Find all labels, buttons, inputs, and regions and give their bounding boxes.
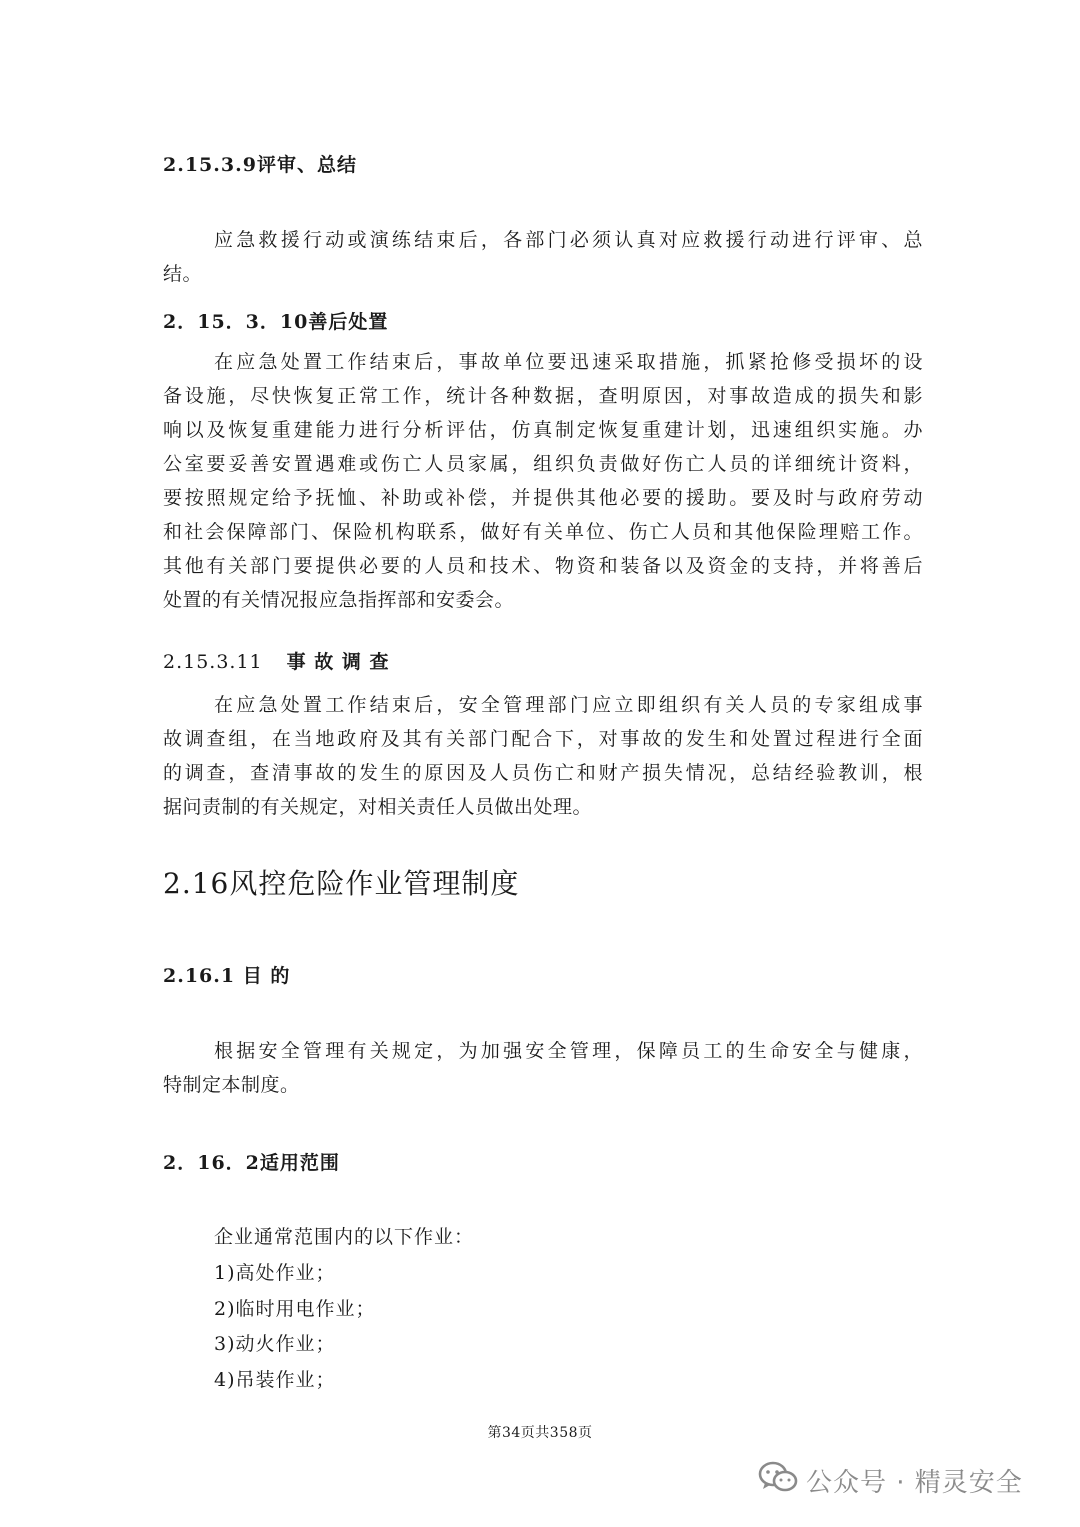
text-line: 根据安全管理有关规定，为加强安全管理，保障员工的生命安全与健康，	[214, 1040, 923, 1062]
paragraph-2-15-3-9	[163, 223, 923, 291]
text-line: 公室要妥善安置遇难或伤亡人员家属，组织负责做好伤亡人员的详细统计资料，	[163, 453, 923, 475]
section-title: 事 故 调 查	[286, 651, 390, 673]
text-line: 据问责制的有关规定，对相关责任人员做出处理。	[163, 796, 593, 818]
wechat-icon	[758, 1461, 798, 1499]
text-line: 备设施，尽快恢复正常工作，统计各种数据，查明原因，对事故造成的损失和影	[163, 385, 923, 407]
page-footer: 第34页共358页	[487, 1425, 593, 1441]
text-line: 应急救援行动或演练结束后，各部门必须认真对应救援行动进行评审、总	[214, 229, 923, 251]
section-heading-2-15-3-9: 2.15.3.9评审、总结	[163, 154, 357, 176]
list-item: 3)动火作业；	[214, 1333, 336, 1355]
watermark	[758, 1458, 1023, 1502]
text-line: 特制定本制度。	[163, 1074, 300, 1096]
text-line: 响以及恢复重建能力进行分析评估，仿真制定恢复重建计划，迅速组织实施。办	[163, 419, 923, 441]
text-line: 在应急处置工作结束后，事故单位要迅速采取措施，抓紧抢修受损坏的设	[214, 351, 923, 373]
text-line: 和社会保障部门、保险机构联系，做好有关单位、伤亡人员和其他保险理赔工作。	[163, 521, 923, 543]
section-heading-2-15-3-10: 2．15．3．10善后处置	[163, 311, 389, 333]
section-heading-2-15-3-11	[163, 647, 390, 674]
paragraph-2-16-1	[163, 1034, 923, 1102]
watermark-text: 公众号 · 精灵安全	[806, 1467, 1023, 1498]
section-heading-2-16-2: 2．16．2适用范围	[163, 1152, 340, 1174]
text-line: 故调查组，在当地政府及其有关部门配合下，对事故的发生和处置过程进行全面	[163, 728, 923, 750]
text-line: 在应急处置工作结束后，安全管理部门应立即组织有关人员的专家组成事	[214, 694, 923, 716]
section-number: 2.15.3.11	[163, 651, 263, 673]
text-line: 其他有关部门要提供必要的人员和技术、物资和装备以及资金的支持，并将善后	[163, 555, 923, 577]
list-item: 4)吊装作业；	[214, 1369, 336, 1391]
list-intro: 企业通常范围内的以下作业：	[214, 1226, 475, 1248]
paragraph-2-15-3-11	[163, 688, 923, 824]
paragraph-2-15-3-10	[163, 345, 923, 617]
list-item: 1)高处作业；	[214, 1262, 336, 1284]
text-line: 结。	[163, 263, 203, 285]
list-item: 2)临时用电作业；	[214, 1298, 376, 1320]
text-line: 处置的有关情况报应急指挥部和安委会。	[163, 589, 515, 611]
chapter-heading-2-16: 2.16风控危险作业管理制度	[163, 867, 520, 900]
text-line: 的调查，查清事故的发生的原因及人员伤亡和财产损失情况，总结经验教训，根	[163, 762, 923, 784]
text-line: 要按照规定给予抚恤、补助或补偿，并提供其他必要的援助。要及时与政府劳动	[163, 487, 923, 509]
section-heading-2-16-1: 2.16.1 目 的	[163, 965, 291, 987]
